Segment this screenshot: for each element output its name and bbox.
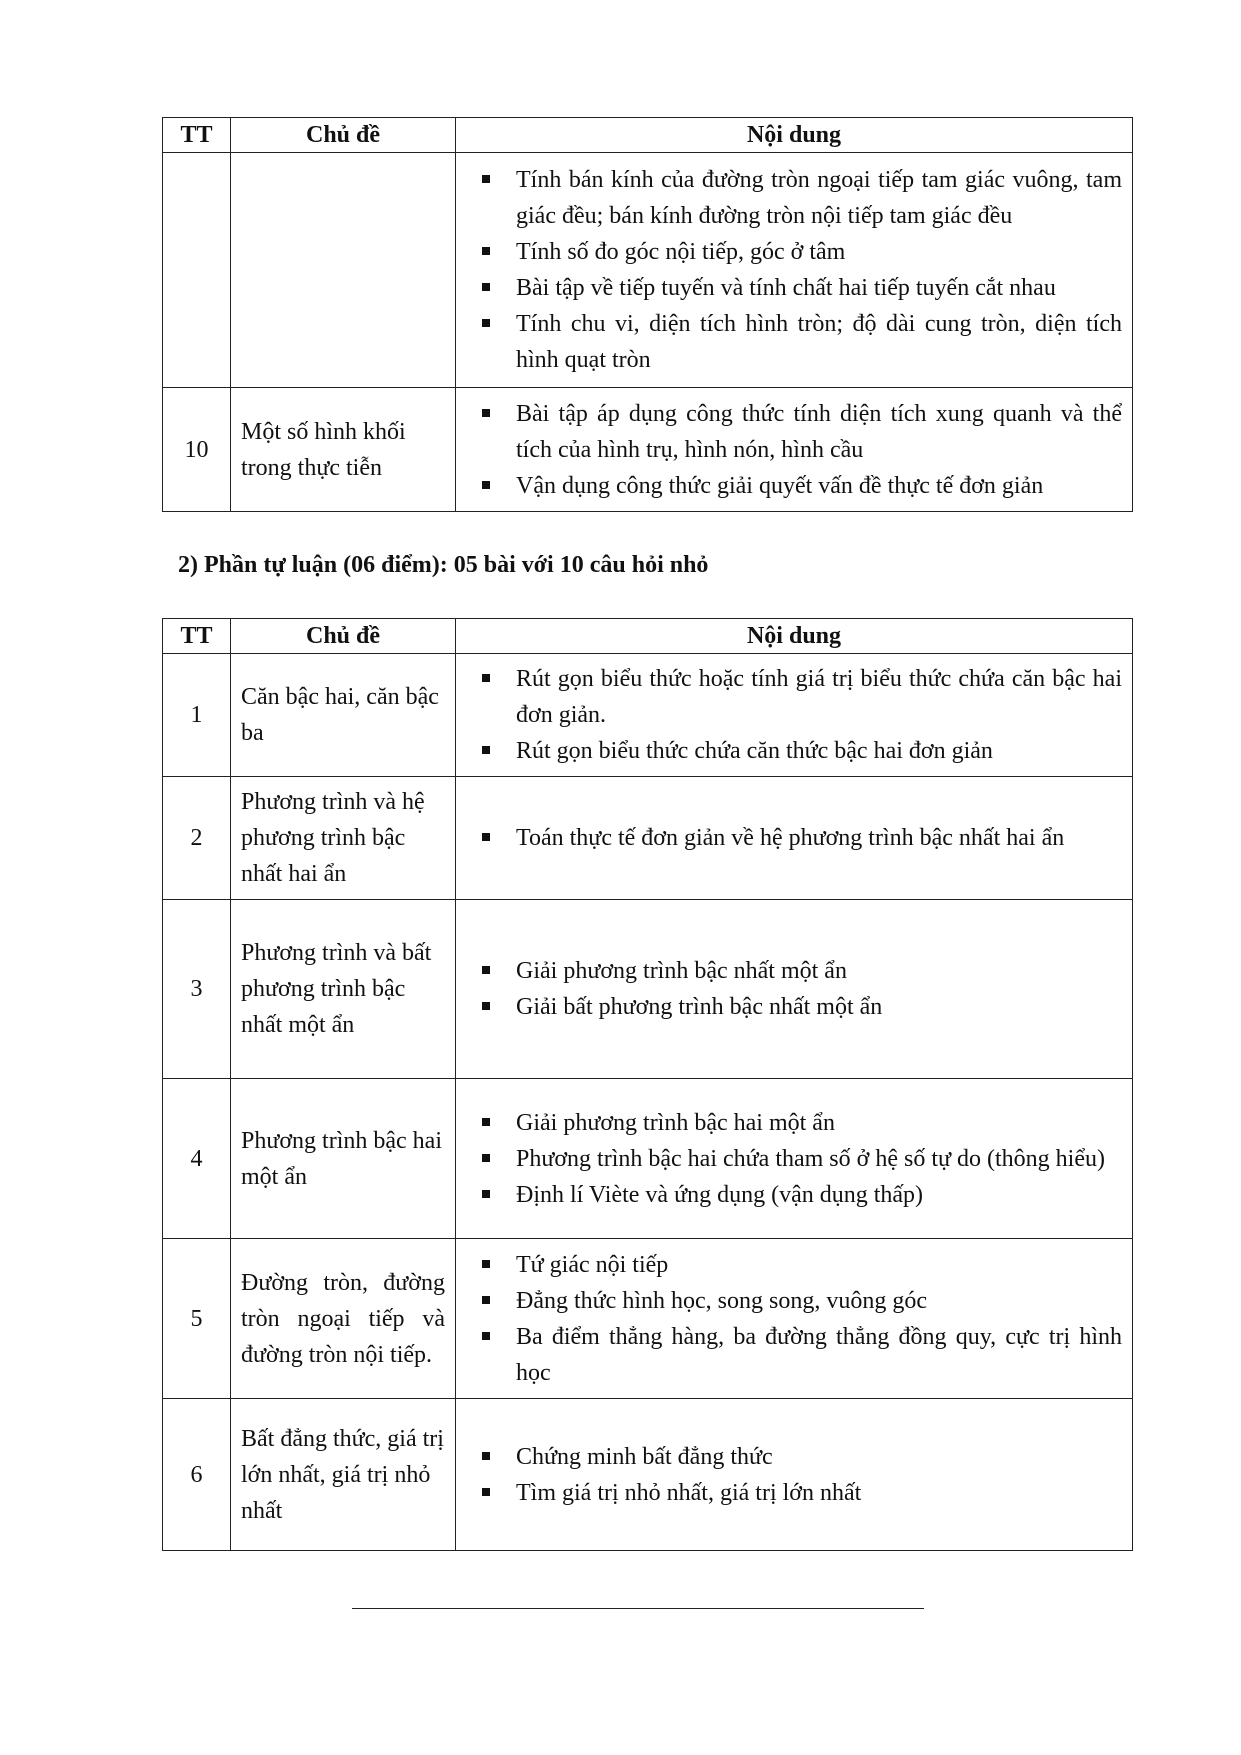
table-row xyxy=(163,1239,1133,1399)
list-item: Giải bất phương trình bậc nhất một ẩn xyxy=(478,989,1122,1025)
list-item: Giải phương trình bậc hai một ẩn xyxy=(478,1105,1122,1141)
list-item: Tính số đo góc nội tiếp, góc ở tâm xyxy=(478,234,1122,270)
list-item: Vận dụng công thức giải quyết vấn đề thực tế đơn giản xyxy=(478,468,1122,504)
row-topic: Một số hình khối trong thực tiễn xyxy=(231,388,456,512)
table-row xyxy=(163,654,1133,777)
table-row xyxy=(163,1399,1133,1551)
section-title: 2) Phần tự luận (06 điểm): 05 bài với 10 câu hỏi nhỏ xyxy=(178,552,709,578)
table-row xyxy=(163,1079,1133,1239)
row-number xyxy=(163,153,231,388)
header-topic: Chủ đề xyxy=(231,619,456,654)
list-item: Phương trình bậc hai chứa tham số ở hệ số tự do (thông hiểu) xyxy=(478,1141,1122,1177)
row-content xyxy=(456,654,1133,777)
list-item: Đẳng thức hình học, song song, vuông góc xyxy=(478,1283,1122,1319)
row-number: 4 xyxy=(163,1079,231,1239)
row-topic: Phương trình và hệ phương trình bậc nhất hai ẩn xyxy=(231,777,456,900)
row-topic: Phương trình bậc hai một ẩn xyxy=(231,1079,456,1239)
list-item: Bài tập áp dụng công thức tính diện tích xung quanh và thể tích của hình trụ, hình nón, hình cầu xyxy=(478,396,1122,468)
row-content xyxy=(456,1399,1133,1551)
table-row xyxy=(163,900,1133,1079)
row-topic: Bất đẳng thức, giá trị lớn nhất, giá trị nhỏ nhất xyxy=(231,1399,456,1551)
content-list xyxy=(478,953,1122,1025)
header-content: Nội dung xyxy=(456,118,1133,153)
list-item: Ba điểm thẳng hàng, ba đường thẳng đồng quy, cực trị hình học xyxy=(478,1319,1122,1391)
list-item: Giải phương trình bậc nhất một ẩn xyxy=(478,953,1122,989)
content-list xyxy=(478,1105,1122,1213)
list-item: Tính bán kính của đường tròn ngoại tiếp tam giác vuông, tam giác đều; bán kính đường tròn nội tiếp tam giác đều xyxy=(478,162,1122,234)
content-list xyxy=(478,820,1122,856)
header-content: Nội dung xyxy=(456,619,1133,654)
header-tt: TT xyxy=(163,619,231,654)
row-content xyxy=(456,777,1133,900)
content-list xyxy=(478,162,1122,378)
list-item: Bài tập về tiếp tuyến và tính chất hai tiếp tuyến cắt nhau xyxy=(478,270,1122,306)
row-number: 6 xyxy=(163,1399,231,1551)
table-header-row xyxy=(163,118,1133,153)
content-table-1 xyxy=(162,117,1133,512)
row-content xyxy=(456,1079,1133,1239)
row-number: 3 xyxy=(163,900,231,1079)
list-item: Chứng minh bất đẳng thức xyxy=(478,1439,1122,1475)
content-list xyxy=(478,396,1122,504)
header-topic: Chủ đề xyxy=(231,118,456,153)
row-content xyxy=(456,388,1133,512)
row-number: 5 xyxy=(163,1239,231,1399)
row-topic: Đường tròn, đường tròn ngoại tiếp và đường tròn nội tiếp. xyxy=(231,1239,456,1399)
content-list xyxy=(478,1439,1122,1511)
list-item: Rút gọn biểu thức chứa căn thức bậc hai đơn giản xyxy=(478,733,1122,769)
table-row xyxy=(163,153,1133,388)
table-row xyxy=(163,388,1133,512)
row-number: 10 xyxy=(163,388,231,512)
content-list xyxy=(478,661,1122,769)
row-topic: Phương trình và bất phương trình bậc nhất một ẩn xyxy=(231,900,456,1079)
table-row xyxy=(163,777,1133,900)
row-number: 2 xyxy=(163,777,231,900)
table-header-row xyxy=(163,619,1133,654)
row-topic: Căn bậc hai, căn bậc ba xyxy=(231,654,456,777)
list-item: Tìm giá trị nhỏ nhất, giá trị lớn nhất xyxy=(478,1475,1122,1511)
row-topic xyxy=(231,153,456,388)
list-item: Tứ giác nội tiếp xyxy=(478,1247,1122,1283)
row-content xyxy=(456,900,1133,1079)
row-number: 1 xyxy=(163,654,231,777)
header-tt: TT xyxy=(163,118,231,153)
list-item: Toán thực tế đơn giản về hệ phương trình bậc nhất hai ẩn xyxy=(478,820,1122,856)
row-content xyxy=(456,153,1133,388)
content-list xyxy=(478,1247,1122,1391)
content-table-2 xyxy=(162,618,1133,1551)
list-item: Tính chu vi, diện tích hình tròn; độ dài cung tròn, diện tích hình quạt tròn xyxy=(478,306,1122,378)
list-item: Rút gọn biểu thức hoặc tính giá trị biểu thức chứa căn bậc hai đơn giản. xyxy=(478,661,1122,733)
list-item: Định lí Viète và ứng dụng (vận dụng thấp) xyxy=(478,1177,1122,1213)
footer-divider xyxy=(352,1608,924,1609)
row-content xyxy=(456,1239,1133,1399)
